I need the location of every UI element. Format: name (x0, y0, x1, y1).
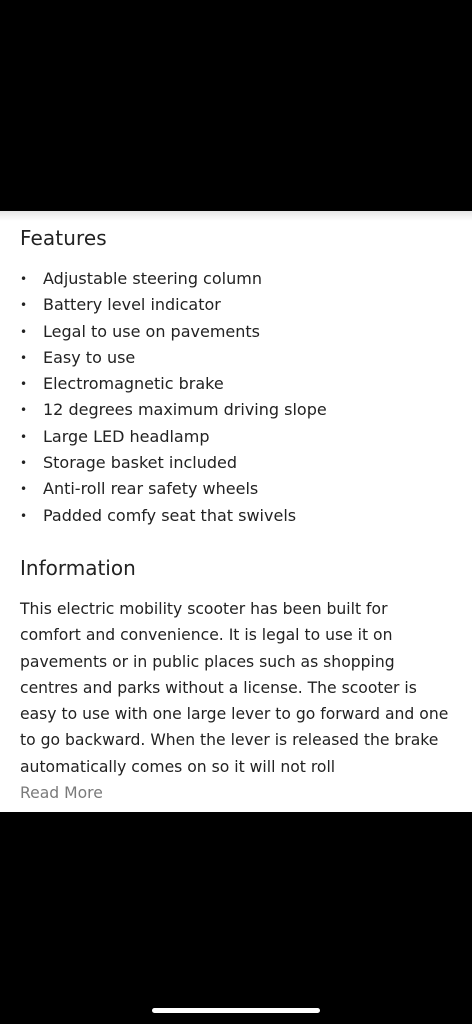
feature-item (20, 450, 327, 476)
bullet-icon: • (20, 403, 28, 418)
bottom-black-area (0, 812, 472, 1024)
feature-item-label: Electromagnetic brake (43, 374, 224, 394)
feature-item (20, 476, 327, 502)
top-black-area (0, 0, 472, 211)
bullet-icon: • (20, 350, 28, 365)
feature-item (20, 397, 327, 423)
feature-item-label: Padded comfy seat that swivels (43, 505, 297, 525)
home-indicator[interactable] (152, 1008, 320, 1013)
bullet-icon: • (20, 272, 28, 286)
feature-item-label: Storage basket included (43, 453, 238, 473)
feature-item (20, 345, 327, 371)
bullet-icon: • (20, 298, 28, 313)
feature-item (20, 319, 327, 345)
information-heading: Information (20, 556, 136, 580)
information-body: This electric mobility scooter has been built for comfort and convenience. It is legal to use it on pavements or in public places such as shopping centres and parks without a license. The scooter is easy to use with one large lever to go forward and one to go backward. When the lever is released the brake automatically comes on so it will not roll (20, 600, 449, 776)
feature-item-label: Legal to use on pavements (43, 321, 260, 341)
features-list (20, 266, 327, 529)
bullet-icon: • (20, 324, 28, 339)
feature-item-label: 12 degrees maximum driving slope (43, 400, 327, 420)
feature-item (20, 503, 327, 529)
feature-item (20, 292, 327, 318)
feature-item (20, 424, 327, 450)
bullet-icon: • (20, 482, 28, 497)
feature-item-label: Large LED headlamp (43, 426, 210, 446)
bullet-icon: • (20, 429, 28, 444)
feature-item (20, 371, 327, 397)
content-card (0, 211, 472, 812)
features-heading: Features (20, 226, 107, 250)
feature-item (20, 266, 327, 292)
bullet-icon: • (20, 456, 28, 471)
feature-item-label: Battery level indicator (43, 295, 221, 315)
bullet-icon: • (20, 508, 28, 523)
feature-item-label: Easy to use (43, 347, 136, 367)
bullet-icon: • (20, 377, 28, 392)
feature-item-label: Adjustable steering column (43, 269, 262, 288)
read-more-link[interactable]: Read More (20, 784, 103, 802)
feature-item-label: Anti-roll rear safety wheels (43, 479, 259, 499)
